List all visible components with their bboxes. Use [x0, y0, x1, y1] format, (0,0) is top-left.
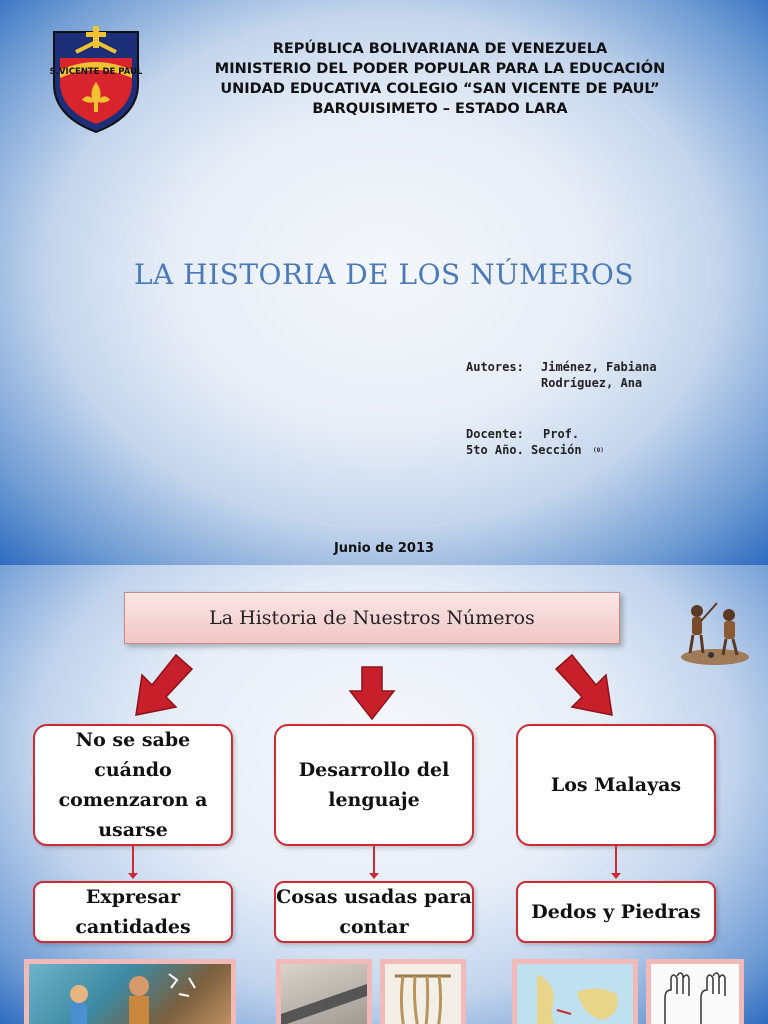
hand-icon — [651, 964, 739, 1024]
section-value: (0) — [593, 447, 604, 454]
concept-sub-counting-things: Cosas usadas para contar — [274, 881, 474, 943]
quipu-cords-icon — [385, 964, 461, 1024]
caveman-figure-icon — [29, 964, 231, 1024]
presentation-title: LA HISTORIA DE LOS NÚMEROS — [133, 258, 635, 291]
concept-map-title: La Historia de Nuestros Números — [124, 592, 620, 644]
connector-center — [373, 846, 375, 875]
concept-sub-quantities: Expresar cantidades — [33, 881, 233, 943]
arrow-left-icon — [132, 653, 194, 717]
arrow-right-icon — [554, 653, 616, 717]
authors-label: Autores: — [466, 360, 524, 374]
photo-knotted-cords — [380, 959, 466, 1024]
arrow-center-icon — [348, 665, 396, 721]
photo-hand-counting — [646, 959, 744, 1024]
institution-header — [140, 39, 740, 119]
teacher-value: Prof. — [543, 427, 580, 441]
header-line-school: UNIDAD EDUCATIVA COLEGIO “SAN VICENTE DE PAUL” — [220, 81, 660, 97]
header-line-city: BARQUISIMETO – ESTADO LARA — [312, 101, 568, 117]
section-label: 5to Año. Sección — [466, 443, 582, 457]
teacher-label: Docente: — [466, 427, 524, 441]
tally-bone-icon — [281, 964, 367, 1024]
presentation-date: Junio de 2013 — [333, 541, 435, 556]
concept-box-origin: No se sabe cuándo comenzaron a usarse — [33, 724, 233, 846]
connector-right-tip — [611, 873, 621, 879]
connector-right — [615, 846, 617, 875]
header-line-country: REPÚBLICA BOLIVARIANA DE VENEZUELA — [272, 41, 608, 57]
concept-box-language: Desarrollo del lenguaje — [274, 724, 474, 846]
map-icon — [517, 964, 633, 1024]
school-crest-icon — [46, 24, 146, 136]
photo-cave-painting — [24, 959, 236, 1024]
author-1: Jiménez, Fabiana — [541, 360, 657, 374]
crest-label: S.VICENTE DE PAUL — [49, 67, 143, 77]
photo-malaysia-map — [512, 959, 638, 1024]
author-2: Rodríguez, Ana — [541, 376, 643, 390]
concept-sub-fingers-stones: Dedos y Piedras — [516, 881, 716, 943]
concept-box-malayas: Los Malayas — [516, 724, 716, 846]
connector-center-tip — [369, 873, 379, 879]
photo-tally-bone — [276, 959, 372, 1024]
cavemen-illustration-icon — [675, 597, 755, 667]
header-line-ministry: MINISTERIO DEL PODER POPULAR PARA LA EDUCACIÓN — [214, 61, 666, 77]
connector-left-tip — [128, 873, 138, 879]
connector-left — [132, 846, 134, 875]
concept-map-slide — [0, 565, 768, 1024]
